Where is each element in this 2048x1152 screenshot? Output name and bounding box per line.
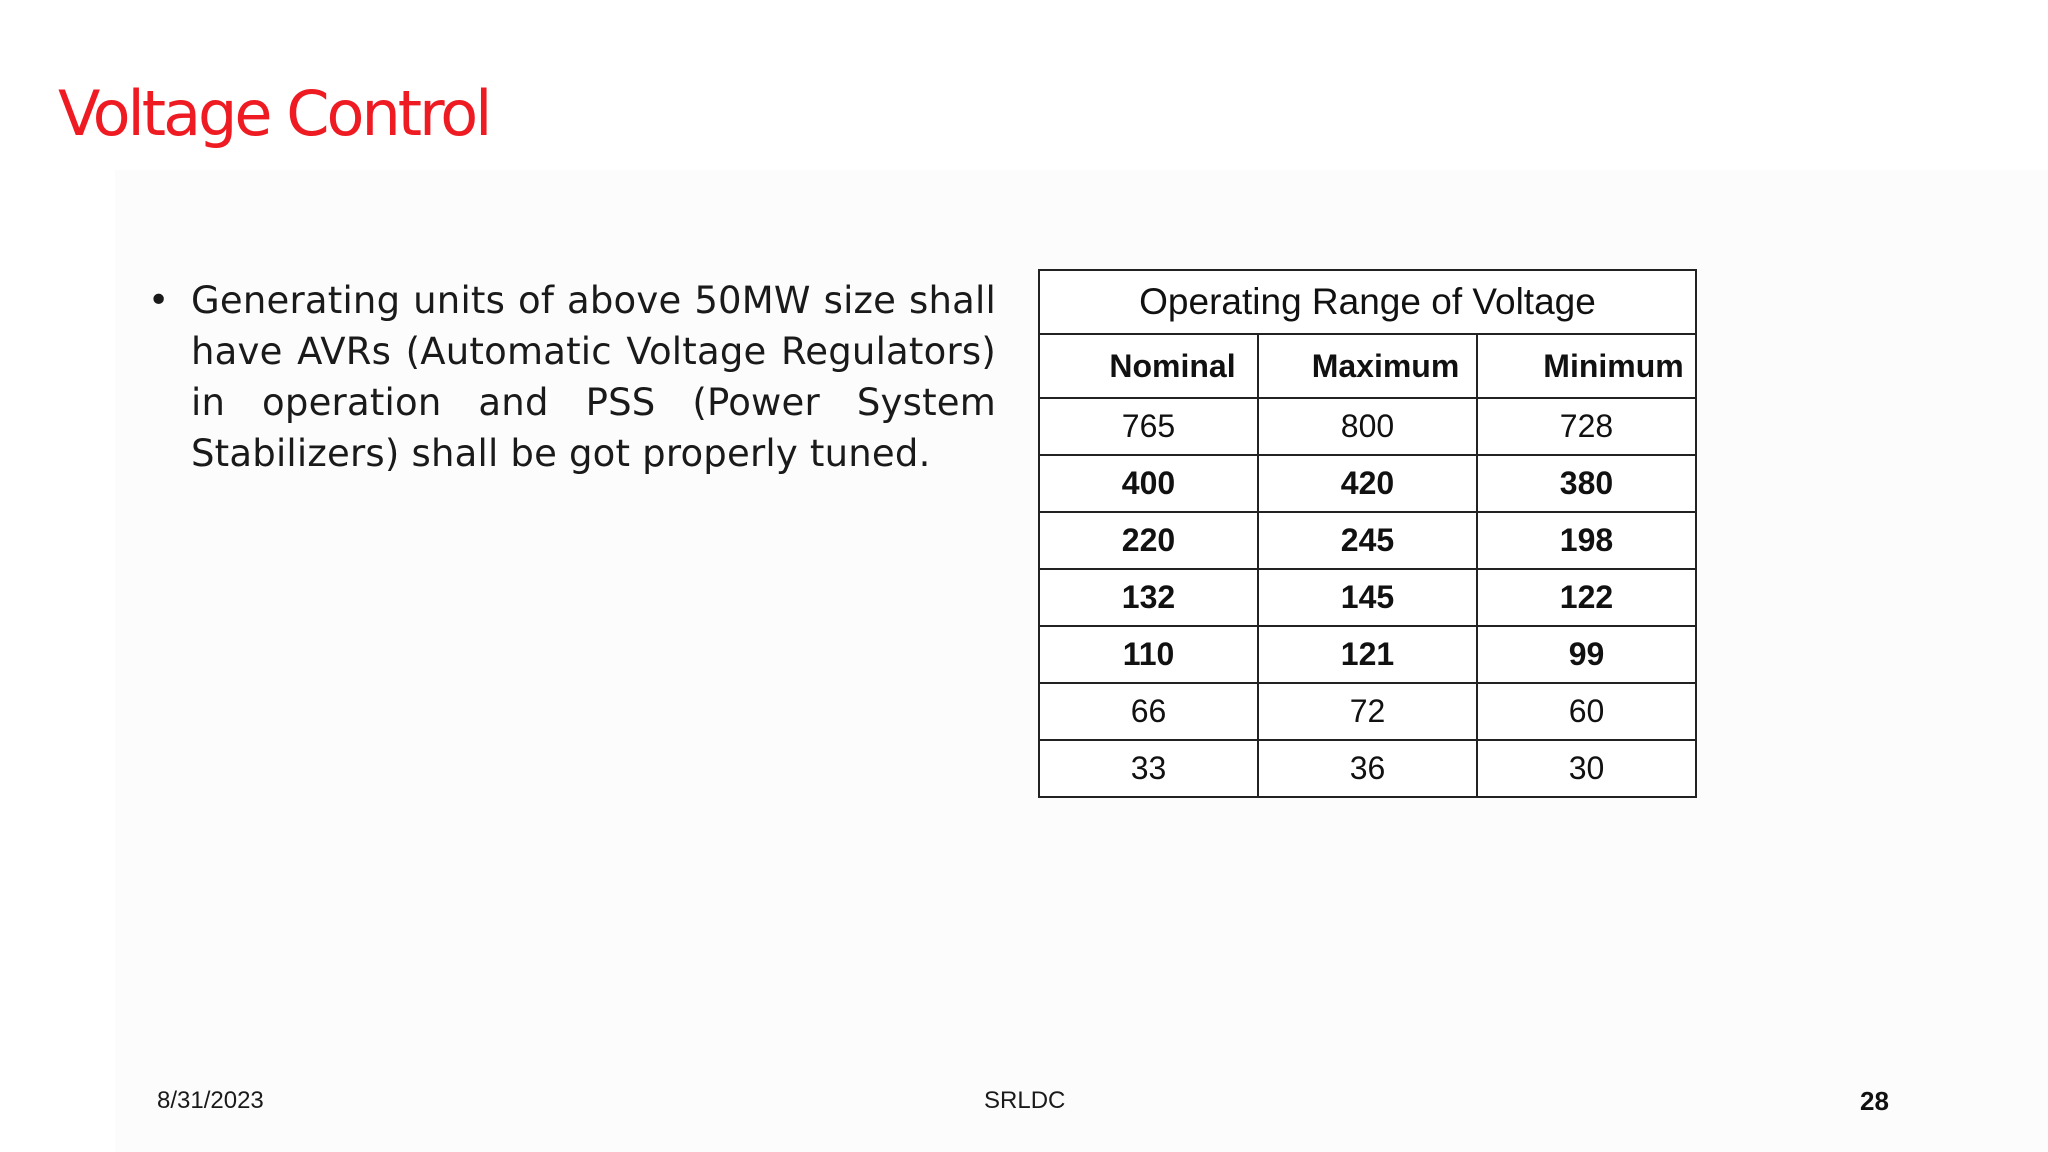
- slide-title: Voltage Control: [58, 77, 490, 150]
- bullet-marker: •: [148, 280, 170, 321]
- table-row: [1039, 512, 1696, 569]
- cell-nominal: 33: [1039, 740, 1258, 797]
- cell-nominal: 400: [1039, 455, 1258, 512]
- cell-maximum: 420: [1258, 455, 1477, 512]
- column-header-nominal: Nominal: [1039, 334, 1258, 398]
- table-row: [1039, 455, 1696, 512]
- table-row: [1039, 740, 1696, 797]
- cell-nominal: 110: [1039, 626, 1258, 683]
- cell-maximum: 800: [1258, 398, 1477, 455]
- table-caption: Operating Range of Voltage: [1039, 270, 1696, 334]
- footer-date: 8/31/2023: [157, 1087, 264, 1114]
- cell-minimum: 198: [1477, 512, 1696, 569]
- cell-maximum: 121: [1258, 626, 1477, 683]
- cell-minimum: 122: [1477, 569, 1696, 626]
- cell-nominal: 66: [1039, 683, 1258, 740]
- cell-minimum: 380: [1477, 455, 1696, 512]
- cell-maximum: 145: [1258, 569, 1477, 626]
- column-header-minimum: Minimum: [1477, 334, 1696, 398]
- page-number: 28: [1860, 1086, 1889, 1116]
- cell-minimum: 99: [1477, 626, 1696, 683]
- cell-nominal: 132: [1039, 569, 1258, 626]
- table-caption-row: [1039, 270, 1696, 334]
- column-header-maximum: Maximum: [1258, 334, 1477, 398]
- cell-minimum: 30: [1477, 740, 1696, 797]
- cell-maximum: 245: [1258, 512, 1477, 569]
- footer-organization: SRLDC: [984, 1087, 1066, 1114]
- cell-maximum: 72: [1258, 683, 1477, 740]
- cell-maximum: 36: [1258, 740, 1477, 797]
- cell-minimum: 728: [1477, 398, 1696, 455]
- table-row: [1039, 398, 1696, 455]
- table-row: [1039, 626, 1696, 683]
- cell-nominal: 765: [1039, 398, 1258, 455]
- table-row: [1039, 569, 1696, 626]
- table-header-row: [1039, 334, 1696, 398]
- cell-nominal: 220: [1039, 512, 1258, 569]
- voltage-range-table: [1038, 269, 1697, 798]
- bullet-text: Generating units of above 50MW size shall have AVRs (Automatic Voltage Regulators) in operation and PSS (Power System Stabilizers) shall be got properly tuned.: [191, 279, 996, 475]
- cell-minimum: 60: [1477, 683, 1696, 740]
- table-row: [1039, 683, 1696, 740]
